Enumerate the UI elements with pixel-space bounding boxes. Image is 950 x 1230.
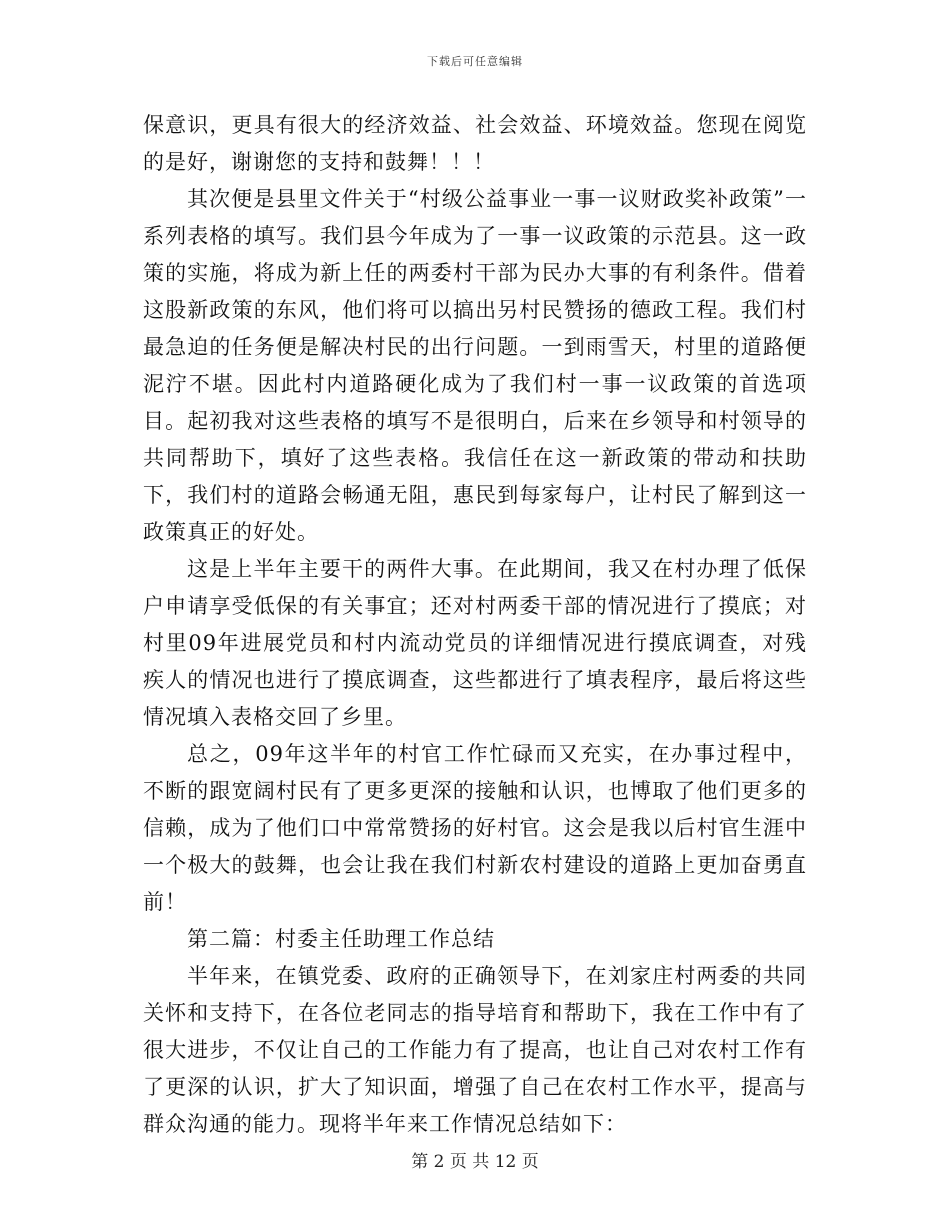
document-body xyxy=(143,107,807,1143)
section-heading: 第二篇：村委主任助理工作总结 xyxy=(187,927,495,951)
paragraph-intro-section2: 半年来，在镇党委、政府的正确领导下，在刘家庄村两委的共同关怀和支持下，在各位老同志的指导培育和帮助下，我在工作中有了很大进步，不仅让自己的工作能力有了提高，也让自己对农村工作有了更深的认识，扩大了知识面，增强了自己在农村工作水平，提高与群众沟通的能力。现将半年来工作情况总结如下： xyxy=(143,964,807,1136)
paragraph-other-tasks: 这是上半年主要干的两件大事。在此期间，我又在村办理了低保户申请享受低保的有关事宜；还对村两委干部的情况进行了摸底；对村里09年进展党员和村内流动党员的详细情况进行摸底调查，对残疾人的情况也进行了摸底调查，这些都进行了填表程序，最后将这些情况填入表格交回了乡里。 xyxy=(143,557,807,729)
page-header: 下载后可任意编辑 xyxy=(427,55,523,68)
page-number-footer: 第 2 页 共 12 页 xyxy=(411,1152,539,1172)
paragraph-continuation: 保意识，更具有很大的经济效益、社会效益、环境效益。您现在阅览的是好，谢谢您的支持和鼓舞！！！ xyxy=(143,113,807,174)
paragraph-conclusion: 总之，09年这半年的村官工作忙碌而又充实，在办事过程中，不断的跟宽阔村民有了更多更深的接触和认识，也博取了他们更多的信赖，成为了他们口中常常赞扬的好村官。这会是我以后村官生涯中一个极大的鼓舞，也会让我在我们村新农村建设的道路上更加奋勇直前！ xyxy=(143,742,807,914)
paragraph-policy-forms: 其次便是县里文件关于“村级公益事业一事一议财政奖补政策”一系列表格的填写。我们县今年成为了一事一议政策的示范县。这一政策的实施，将成为新上任的两委村干部为民办大事的有利条件。借着这股新政策的东风，他们将可以搞出另村民赞扬的德政工程。我们村最急迫的任务便是解决村民的出行问题。一到雨雪天，村里的道路便泥泞不堪。因此村内道路硬化成为了我们村一事一议政策的首选项目。起初我对这些表格的填写不是很明白，后来在乡领导和村领导的共同帮助下，填好了这些表格。我信任在这一新政策的带动和扶助下，我们村的道路会畅通无阻，惠民到每家每户，让村民了解到这一政策真正的好处。 xyxy=(143,187,807,544)
